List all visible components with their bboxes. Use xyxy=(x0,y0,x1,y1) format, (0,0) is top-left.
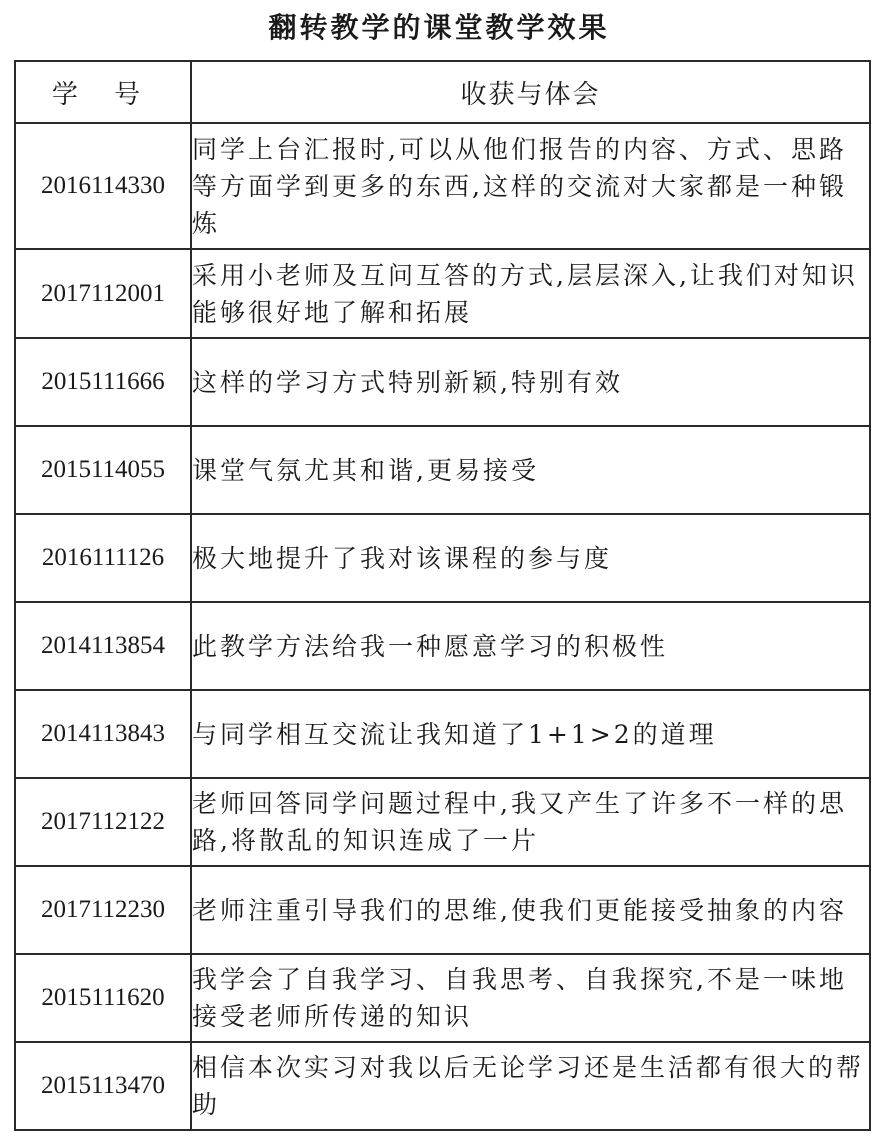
student-id-cell: 2015113470 xyxy=(15,1042,191,1130)
feedback-cell: 老师回答同学问题过程中,我又产生了许多不一样的思路,将散乱的知识连成了一片 xyxy=(191,778,870,866)
table-row xyxy=(15,778,870,866)
student-id-cell: 2015111620 xyxy=(15,954,191,1042)
table-row xyxy=(15,690,870,778)
table-row xyxy=(15,426,870,514)
student-id-cell: 2016111126 xyxy=(15,514,191,602)
student-id-cell: 2015114055 xyxy=(15,426,191,514)
student-id-cell: 2017112230 xyxy=(15,866,191,954)
header-feedback: 收获与体会 xyxy=(191,61,870,123)
feedback-cell: 极大地提升了我对该课程的参与度 xyxy=(191,514,870,602)
page-title: 翻转教学的课堂教学效果 xyxy=(268,11,610,44)
feedback-cell: 我学会了自我学习、自我思考、自我探究,不是一味地接受老师所传递的知识 xyxy=(191,954,870,1042)
results-table xyxy=(14,60,871,1131)
feedback-cell: 此教学方法给我一种愿意学习的积极性 xyxy=(191,602,870,690)
student-id-cell: 2017112122 xyxy=(15,778,191,866)
student-id-cell: 2014113843 xyxy=(15,690,191,778)
table-row xyxy=(15,123,870,249)
table-row xyxy=(15,954,870,1042)
table-row xyxy=(15,866,870,954)
table-row xyxy=(15,338,870,426)
feedback-cell: 这样的学习方式特别新颖,特别有效 xyxy=(191,338,870,426)
feedback-cell: 与同学相互交流让我知道了1+1>2的道理 xyxy=(191,690,870,778)
table-row xyxy=(15,1042,870,1130)
table-row xyxy=(15,514,870,602)
student-id-cell: 2015111666 xyxy=(15,338,191,426)
feedback-cell: 相信本次实习对我以后无论学习还是生活都有很大的帮助 xyxy=(191,1042,870,1130)
table-row xyxy=(15,602,870,690)
student-id-cell: 2016114330 xyxy=(15,123,191,249)
feedback-cell: 同学上台汇报时,可以从他们报告的内容、方式、思路等方面学到更多的东西,这样的交流对大家都是一种锻炼 xyxy=(191,123,870,249)
feedback-cell: 老师注重引导我们的思维,使我们更能接受抽象的内容 xyxy=(191,866,870,954)
table-header-row xyxy=(15,61,870,123)
student-id-cell: 2017112001 xyxy=(15,249,191,338)
feedback-cell: 课堂气氛尤其和谐,更易接受 xyxy=(191,426,870,514)
header-student-id: 学 号 xyxy=(15,61,191,123)
feedback-cell: 采用小老师及互问互答的方式,层层深入,让我们对知识能够很好地了解和拓展 xyxy=(191,249,870,338)
table-row xyxy=(15,249,870,338)
student-id-cell: 2014113854 xyxy=(15,602,191,690)
